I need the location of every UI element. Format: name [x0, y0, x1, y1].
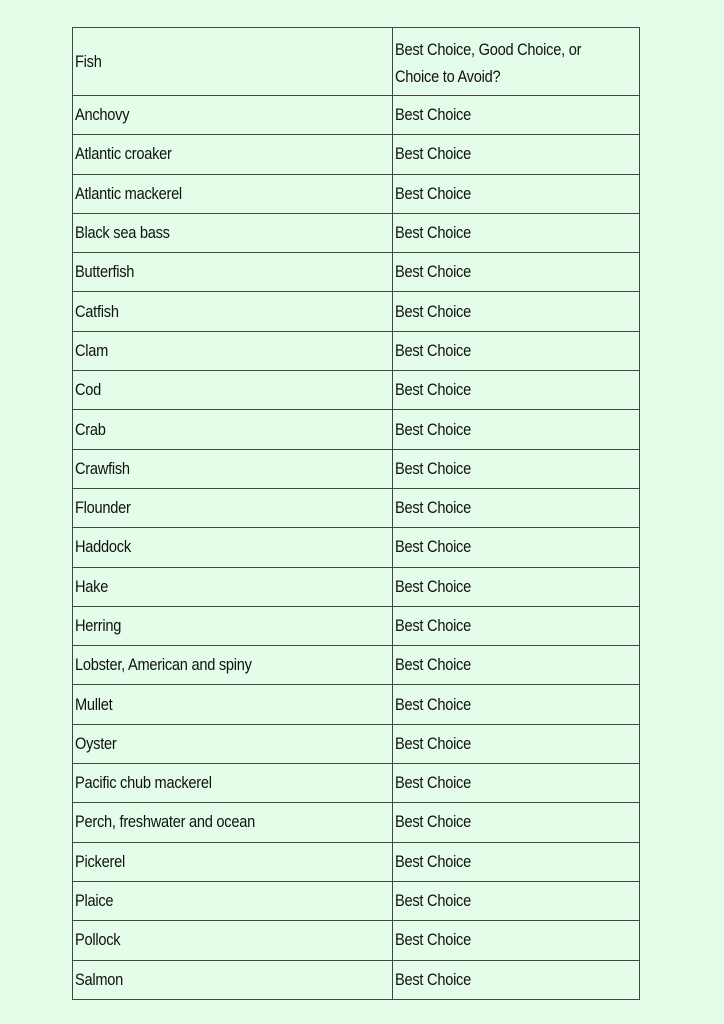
choice-value: Best Choice [395, 105, 471, 125]
choice-cell [393, 724, 640, 763]
table-row [73, 567, 640, 606]
fish-name-cell [73, 921, 393, 960]
table-row [73, 606, 640, 645]
table-row [73, 646, 640, 685]
choice-value: Best Choice [395, 969, 471, 989]
choice-cell [393, 331, 640, 370]
fish-name-cell [73, 606, 393, 645]
fish-name-cell [73, 646, 393, 685]
fish-name-cell [73, 724, 393, 763]
fish-name-cell [73, 842, 393, 881]
fish-name: Hake [75, 576, 109, 596]
choice-cell [393, 685, 640, 724]
table-row [73, 213, 640, 252]
table-row [73, 724, 640, 763]
fish-name: Anchovy [75, 105, 130, 125]
fish-name-cell [73, 960, 393, 999]
fish-name-cell [73, 292, 393, 331]
choice-cell [393, 528, 640, 567]
choice-cell [393, 292, 640, 331]
choice-value: Best Choice [395, 262, 471, 282]
fish-name-cell [73, 135, 393, 174]
choice-cell [393, 488, 640, 527]
header-choice-line2: Choice to Avoid? [395, 66, 501, 86]
fish-name: Black sea bass [75, 223, 170, 243]
choice-value: Best Choice [395, 340, 471, 360]
fish-name: Lobster, American and spiny [75, 655, 252, 675]
fish-name-cell [73, 410, 393, 449]
fish-name: Cod [75, 380, 102, 400]
fish-name-cell [73, 253, 393, 292]
choice-value: Best Choice [395, 576, 471, 596]
choice-cell [393, 449, 640, 488]
table-header-row [73, 28, 640, 96]
fish-name-cell [73, 331, 393, 370]
choice-cell [393, 842, 640, 881]
choice-value: Best Choice [395, 380, 471, 400]
choice-cell [393, 213, 640, 252]
choice-cell [393, 921, 640, 960]
fish-name: Haddock [75, 537, 131, 557]
table-row [73, 174, 640, 213]
fish-name: Clam [75, 340, 109, 360]
choice-cell [393, 410, 640, 449]
fish-name: Crab [75, 419, 106, 439]
choice-value: Best Choice [395, 733, 471, 753]
fish-name-cell [73, 174, 393, 213]
choice-value: Best Choice [395, 419, 471, 439]
choice-value: Best Choice [395, 144, 471, 164]
header-cell-fish [73, 28, 393, 96]
table-row [73, 449, 640, 488]
choice-value: Best Choice [395, 301, 471, 321]
fish-name-cell [73, 213, 393, 252]
fish-name-cell [73, 803, 393, 842]
fish-name: Pollock [75, 930, 121, 950]
choice-value: Best Choice [395, 812, 471, 832]
choice-value: Best Choice [395, 458, 471, 478]
table-row [73, 921, 640, 960]
table-row [73, 803, 640, 842]
fish-name: Atlantic mackerel [75, 183, 182, 203]
fish-name-cell [73, 371, 393, 410]
header-cell-choice [393, 28, 640, 96]
choice-cell [393, 881, 640, 920]
table-row [73, 135, 640, 174]
table-row [73, 528, 640, 567]
choice-value: Best Choice [395, 773, 471, 793]
fish-name-cell [73, 685, 393, 724]
fish-name: Flounder [75, 498, 131, 518]
fish-name: Perch, freshwater and ocean [75, 812, 255, 832]
table-row [73, 253, 640, 292]
fish-name: Catfish [75, 301, 119, 321]
fish-name: Atlantic croaker [75, 144, 172, 164]
table-row [73, 764, 640, 803]
table-row [73, 488, 640, 527]
choice-cell [393, 135, 640, 174]
fish-name: Plaice [75, 891, 114, 911]
choice-cell [393, 764, 640, 803]
fish-name-cell [73, 449, 393, 488]
choice-value: Best Choice [395, 616, 471, 635]
choice-cell [393, 371, 640, 410]
header-choice-label [395, 36, 581, 90]
choice-value: Best Choice [395, 498, 471, 518]
choice-cell [393, 646, 640, 685]
choice-value: Best Choice [395, 694, 471, 714]
choice-value: Best Choice [395, 655, 471, 675]
choice-cell [393, 567, 640, 606]
fish-name: Crawfish [75, 458, 130, 478]
fish-name: Oyster [75, 733, 117, 753]
fish-name: Pacific chub mackerel [75, 773, 212, 793]
choice-value: Best Choice [395, 537, 471, 557]
choice-value: Best Choice [395, 930, 471, 950]
table-row [73, 842, 640, 881]
table-row [73, 960, 640, 999]
table-row [73, 881, 640, 920]
fish-name: Salmon [75, 969, 124, 989]
choice-cell [393, 606, 640, 645]
table-body [73, 28, 640, 1000]
fish-name-cell [73, 567, 393, 606]
fish-name-cell [73, 96, 393, 135]
fish-name-cell [73, 881, 393, 920]
table-row [73, 96, 640, 135]
fish-name: Herring [75, 616, 122, 635]
header-choice-line1: Best Choice, Good Choice, or [395, 39, 582, 59]
fish-name-cell [73, 764, 393, 803]
fish-name: Butterfish [75, 262, 135, 282]
fish-name-cell [73, 528, 393, 567]
table-row [73, 410, 640, 449]
table-row [73, 331, 640, 370]
fish-name: Pickerel [75, 851, 125, 871]
choice-value: Best Choice [395, 851, 471, 871]
table-row [73, 292, 640, 331]
header-fish-label: Fish [75, 51, 102, 71]
choice-cell [393, 803, 640, 842]
choice-cell [393, 253, 640, 292]
choice-value: Best Choice [395, 223, 471, 243]
choice-value: Best Choice [395, 183, 471, 203]
fish-name: Mullet [75, 694, 113, 714]
choice-value: Best Choice [395, 891, 471, 911]
fish-name-cell [73, 488, 393, 527]
choice-cell [393, 96, 640, 135]
choice-cell [393, 174, 640, 213]
choice-cell [393, 960, 640, 999]
table-row [73, 371, 640, 410]
table-row [73, 685, 640, 724]
fish-choice-table [72, 27, 640, 1000]
